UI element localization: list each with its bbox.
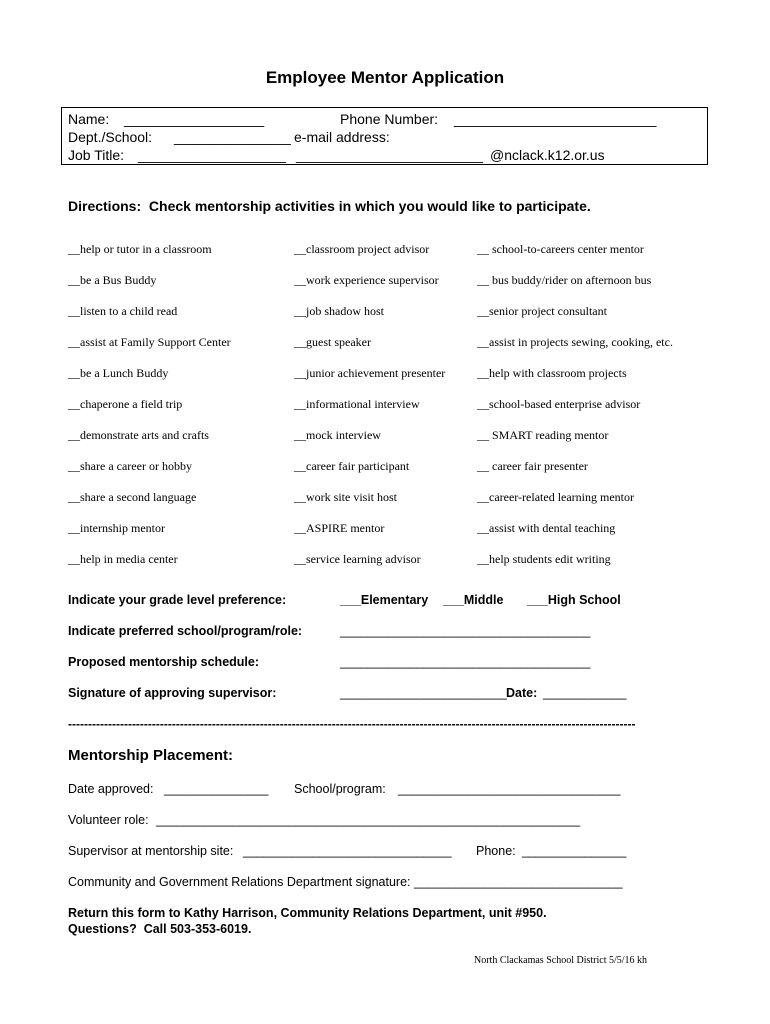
cgr-signature-label: Community and Government Relations Department signature: <box>68 875 411 889</box>
email-domain: @nclack.k12.or.us <box>490 147 605 163</box>
directions: Directions: Check mentorship activities in which you would like to participate. <box>68 198 591 214</box>
school-program-field[interactable]: ________________________________ <box>398 782 621 796</box>
schedule-label: Proposed mentorship schedule: <box>68 655 260 669</box>
grade-high-school-option[interactable]: ___High School <box>527 593 621 607</box>
volunteer-role-field[interactable]: _____________________________________________________________ <box>156 813 581 827</box>
activity-checkbox-col1-10[interactable]: __internship mentor <box>68 521 165 535</box>
grade-elementary-option[interactable]: ___Elementary <box>340 593 429 607</box>
schedule-field[interactable]: ____________________________________ <box>340 655 591 669</box>
activity-checkbox-col3-8[interactable]: __ career fair presenter <box>477 459 588 473</box>
name-label: Name: <box>68 111 110 127</box>
name-field[interactable]: __________________ <box>124 111 265 127</box>
activity-checkbox-col1-9[interactable]: __share a second language <box>68 490 197 504</box>
activity-checkbox-col3-6[interactable]: __school-based enterprise advisor <box>477 397 641 411</box>
preferred-role-field[interactable]: ____________________________________ <box>340 624 591 638</box>
activity-checkbox-col3-7[interactable]: __ SMART reading mentor <box>477 428 609 442</box>
grade-middle-option[interactable]: ___Middle <box>443 593 504 607</box>
activity-checkbox-col2-5[interactable]: __junior achievement presenter <box>294 366 446 380</box>
activity-checkbox-col3-2[interactable]: __ bus buddy/rider on afternoon bus <box>477 273 652 287</box>
activity-checkbox-col2-8[interactable]: __career fair participant <box>294 459 410 473</box>
footer-note: North Clackamas School District 5/5/16 kh <box>474 955 648 966</box>
site-phone-field[interactable]: _______________ <box>522 844 627 858</box>
grade-label: Indicate your grade level preference: <box>68 593 287 607</box>
job-title-label: Job Title: <box>68 147 125 163</box>
activity-checkbox-col1-11[interactable]: __help in media center <box>68 552 178 566</box>
preferred-role-label: Indicate preferred school/program/role: <box>68 624 303 638</box>
return-instructions: Return this form to Kathy Harrison, Community Relations Department, unit #950. <box>68 906 547 920</box>
supervisor-signature-label: Signature of approving supervisor: <box>68 686 277 700</box>
activity-checkbox-col1-8[interactable]: __share a career or hobby <box>68 459 192 473</box>
activity-checkbox-col2-9[interactable]: __work site visit host <box>294 490 398 504</box>
activity-checkbox-col3-9[interactable]: __career-related learning mentor <box>477 490 635 504</box>
activity-checkbox-col3-4[interactable]: __assist in projects sewing, cooking, etc. <box>477 335 673 349</box>
activity-checkbox-col3-3[interactable]: __senior project consultant <box>477 304 607 318</box>
activity-checkbox-col2-6[interactable]: __informational interview <box>294 397 420 411</box>
school-program-label: School/program: <box>294 782 386 796</box>
activity-checkbox-col1-3[interactable]: __listen to a child read <box>68 304 178 318</box>
phone-label: Phone Number: <box>340 111 439 127</box>
placement-heading: Mentorship Placement: <box>68 747 234 764</box>
activity-checkbox-col3-11[interactable]: __help students edit writing <box>477 552 611 566</box>
activity-checkbox-col1-2[interactable]: __be a Bus Buddy <box>68 273 157 287</box>
activity-checkbox-col2-7[interactable]: __mock interview <box>294 428 381 442</box>
phone-field[interactable]: __________________________ <box>454 111 657 127</box>
email-field[interactable]: ________________________ <box>296 147 483 163</box>
questions-contact: Questions? Call 503-353-6019. <box>68 922 252 936</box>
site-phone-label: Phone: <box>476 844 516 858</box>
site-supervisor-field[interactable]: ______________________________ <box>243 844 452 858</box>
dept-field[interactable]: _______________ <box>174 129 291 145</box>
date-approved-field[interactable]: _______________ <box>164 782 269 796</box>
activity-checkbox-col2-10[interactable]: __ASPIRE mentor <box>294 521 385 535</box>
separator-line: ---------------------------------------------------------------------------------------------------------------------------------------------- <box>68 717 636 731</box>
job-title-field[interactable]: ___________________ <box>138 147 286 163</box>
dept-label: Dept./School: <box>68 129 153 145</box>
activity-checkbox-col2-4[interactable]: __guest speaker <box>294 335 371 349</box>
supervisor-signature-field[interactable]: ________________________ <box>340 686 507 700</box>
activity-checkbox-col1-1[interactable]: __help or tutor in a classroom <box>68 242 212 256</box>
activity-checkbox-col1-7[interactable]: __demonstrate arts and crafts <box>68 428 209 442</box>
activity-checkbox-col2-11[interactable]: __service learning advisor <box>294 552 421 566</box>
activity-checkbox-col2-1[interactable]: __classroom project advisor <box>294 242 430 256</box>
activity-checkbox-col3-5[interactable]: __help with classroom projects <box>477 366 627 380</box>
activity-checkbox-col3-1[interactable]: __ school-to-careers center mentor <box>477 242 644 256</box>
signature-date-field[interactable]: ____________ <box>543 686 627 700</box>
activity-checkbox-col1-6[interactable]: __chaperone a field trip <box>68 397 183 411</box>
activity-checkbox-col2-2[interactable]: __work experience supervisor <box>294 273 439 287</box>
page-title: Employee Mentor Application <box>265 68 505 87</box>
site-supervisor-label: Supervisor at mentorship site: <box>68 844 234 858</box>
activity-checkbox-col2-3[interactable]: __job shadow host <box>294 304 384 318</box>
date-approved-label: Date approved: <box>68 782 154 796</box>
activity-checkbox-col1-5[interactable]: __be a Lunch Buddy <box>68 366 169 380</box>
volunteer-role-label: Volunteer role: <box>68 813 149 827</box>
cgr-signature-field[interactable]: ______________________________ <box>414 875 623 889</box>
email-label: e-mail address: <box>294 129 390 145</box>
activity-checkbox-col1-4[interactable]: __assist at Family Support Center <box>68 335 231 349</box>
signature-date-label: Date: <box>506 686 538 700</box>
activity-checkbox-col3-10[interactable]: __assist with dental teaching <box>477 521 616 535</box>
